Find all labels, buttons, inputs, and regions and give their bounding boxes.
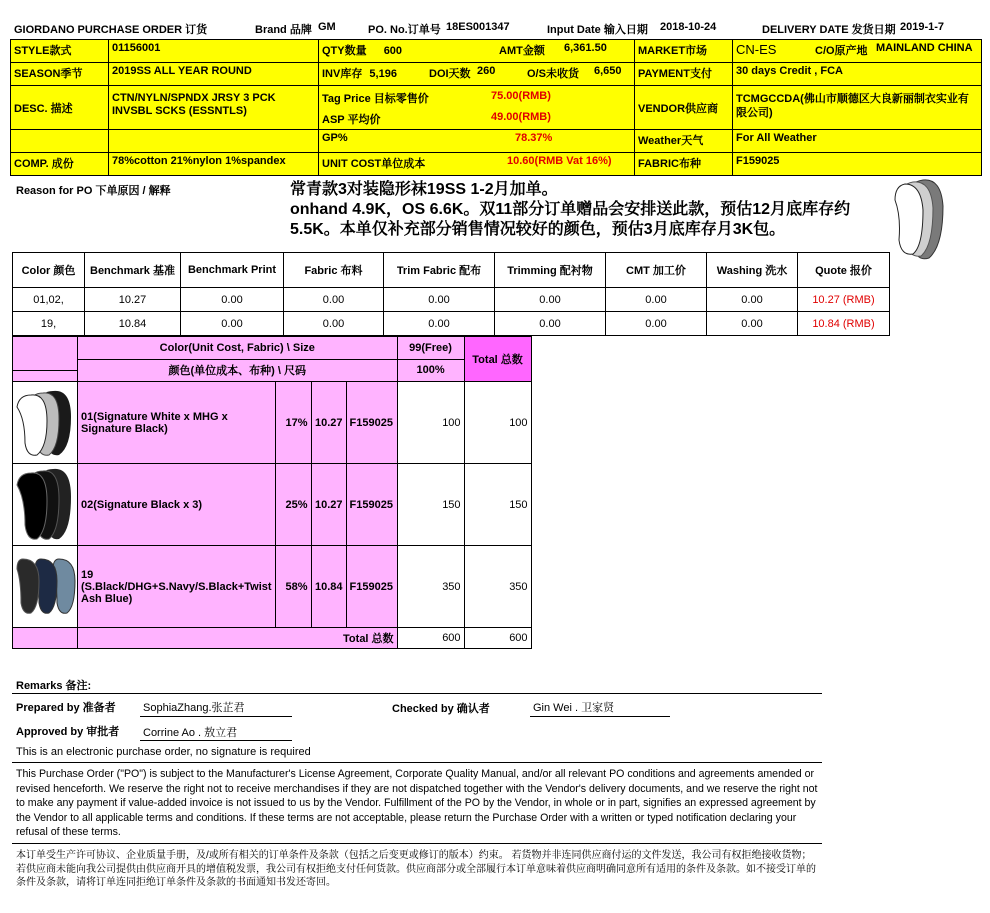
size-qty: 100 xyxy=(397,382,464,464)
size-header-title: Color(Unit Cost, Fabric) \ Size xyxy=(78,337,398,360)
color-cost: 10.84 xyxy=(311,546,346,628)
checked-label: Checked by 确认者 xyxy=(392,703,490,715)
product-image-19 xyxy=(13,546,78,628)
color-pct: 58% xyxy=(275,546,311,628)
inv-value: 5,196 xyxy=(369,68,397,80)
cost-header: Color 颜色 xyxy=(13,253,85,288)
cost-cell: 19, xyxy=(13,312,85,336)
payment-value: 30 days Credit , FCA xyxy=(733,63,982,86)
divider xyxy=(12,762,822,763)
reason-text xyxy=(290,180,890,240)
checked-by: Gin Wei . 卫家贤 xyxy=(533,702,615,714)
brand-label: Brand 品牌 xyxy=(255,24,312,36)
cost-cell: 01,02, xyxy=(13,288,85,312)
color-cost: 10.27 xyxy=(311,464,346,546)
approved-by: Corrine Ao . 敖立君 xyxy=(143,727,238,739)
vendor-label: VENDOR供应商 xyxy=(635,86,733,130)
cost-cell: 10.84 xyxy=(85,312,181,336)
signature-line xyxy=(530,716,670,717)
asp-value: 49.00(RMB) xyxy=(491,111,551,123)
reason-label: Reason for PO 下单原因 / 解释 xyxy=(16,185,171,197)
blank-label xyxy=(11,130,109,153)
input-date-value: 2018-10-24 xyxy=(660,21,717,33)
cost-cell: 0.00 xyxy=(707,312,798,336)
row-total: 350 xyxy=(464,546,531,628)
inv-cell xyxy=(319,63,635,86)
cost-cell: 0.00 xyxy=(707,288,798,312)
po-info-grid xyxy=(10,39,982,176)
amt-label: AMT金额 xyxy=(499,45,545,57)
season-value: 2019SS ALL YEAR ROUND xyxy=(109,63,319,86)
desc-label: DESC. 描述 xyxy=(11,86,109,130)
cost-header: Trim Fabric 配布 xyxy=(384,253,495,288)
inv-label: INV库存 xyxy=(322,68,363,80)
cost-cell: 0.00 xyxy=(606,312,707,336)
po-title: GIORDANO PURCHASE ORDER 订货 xyxy=(14,24,208,36)
size-qty: 150 xyxy=(397,464,464,546)
cost-cell: 0.00 xyxy=(384,288,495,312)
color-pct: 25% xyxy=(275,464,311,546)
origin-value: MAINLAND CHINA xyxy=(876,42,973,54)
asp-label: ASP 平均价 xyxy=(322,114,381,126)
quote-cell: 10.27 (RMB) xyxy=(798,288,890,312)
signature-line xyxy=(140,716,292,717)
cost-header: Benchmark 基准 xyxy=(85,253,181,288)
payment-label: PAYMENT支付 xyxy=(635,63,733,86)
tag-price-label: Tag Price 目标零售价 xyxy=(322,93,429,105)
reason-line-2: onhand 4.9K，OS 6.6K。双11部分订单赠品会安排送此款，预估12月底库存约5.5K。本单仅补充部分销售情况较好的颜色，预估3月底库存月3K包。 xyxy=(290,201,851,238)
sock-image-icon xyxy=(13,385,77,457)
product-image-01 xyxy=(13,382,78,464)
table-row xyxy=(13,312,890,336)
divider xyxy=(13,348,77,371)
style-label: STYLE款式 xyxy=(11,40,109,63)
remarks-label: Remarks 备注: xyxy=(16,680,92,692)
color-cost: 10.27 xyxy=(311,382,346,464)
divider xyxy=(12,843,822,844)
color-pct: 17% xyxy=(275,382,311,464)
cost-header: Washing 洗水 xyxy=(707,253,798,288)
prepared-label: Prepared by 准备者 xyxy=(16,702,116,714)
os-value: 6,650 xyxy=(594,65,622,77)
market-value: CN-ES xyxy=(736,42,777,57)
blank-value xyxy=(109,130,319,153)
color-fabric: F159025 xyxy=(346,464,397,546)
cost-cell: 0.00 xyxy=(495,312,606,336)
row-total: 150 xyxy=(464,464,531,546)
os-label: O/S未收货 xyxy=(527,68,579,80)
cost-header: Fabric 布料 xyxy=(284,253,384,288)
color-name: 01(Signature White x MHG x Signature Black) xyxy=(78,382,276,464)
gp-label: GP% xyxy=(322,132,348,144)
sock-image-icon xyxy=(13,555,77,615)
weather-value: For All Weather xyxy=(733,130,982,153)
gp-cell xyxy=(319,130,635,153)
quote-cell: 10.84 (RMB) xyxy=(798,312,890,336)
product-thumbnail xyxy=(893,176,945,262)
table-row xyxy=(13,288,890,312)
unit-cost-label: UNIT COST单位成本 xyxy=(322,158,426,170)
amt-value: 6,361.50 xyxy=(564,42,607,54)
size-table xyxy=(12,336,532,649)
tag-price-value: 75.00(RMB) xyxy=(491,90,551,102)
electronic-note: This is an electronic purchase order, no signature is required xyxy=(16,746,311,758)
vendor-value: TCMGCCDA(佛山市顺德区大良新丽制衣实业有限公司) xyxy=(733,86,982,130)
sock-image-icon xyxy=(13,465,77,541)
brand-value: GM xyxy=(318,21,336,33)
cost-table xyxy=(12,252,890,336)
terms-chinese: 本订单受生产许可协议、企业质量手册，及/或所有相关的订单条件及条款（包括之后变更或修订的版本）约束。 若货物并非连同供应商付运的文件发送，我公司有权拒绝接收货物；若供应商未能向我公司提供由供应商开具的增值税发票，我公司有权拒绝支付任何货款。供应商部分或全部履行本订单意味着供应商明确同意所有适用的条件及条款。如不接受订单的条件及条款，请将订单连同拒绝订单条件及条款的书面通知书发还寄回。 xyxy=(16,850,816,888)
footer-total-label: Total 总数 xyxy=(78,628,398,649)
qty-value: 600 xyxy=(383,45,403,57)
unit-cost-value: 10.60(RMB Vat 16%) xyxy=(507,155,612,167)
size-header-blank xyxy=(13,337,78,382)
origin-label: C/O原产地 xyxy=(815,45,868,57)
qty-label: QTY数量 xyxy=(322,45,367,57)
cost-cell: 0.00 xyxy=(495,288,606,312)
terms-english: This Purchase Order ("PO") is subject to the Manufacturer's License Agreement, Corporate Quality Manual, and/or all relevant PO conditions and agreements amended or revised henceforth. We reserve the right not to receive merchandises if they are not dispatched together with the Vendor's delivery documents, and we reserve the right not to make any payment if value-added invoice is not issued to us by the Vendor. Fulfillment of the PO by the Vendor, in whole or in part, signifies an expressed agreement by the Vendor to all applicable terms and conditions. If these terms are not acceptable, please return the Purchase Order with a written or typed notification declaring your refusal of these terms. xyxy=(16,768,818,838)
cost-cell: 0.00 xyxy=(181,312,284,336)
color-fabric: F159025 xyxy=(346,546,397,628)
footer-qty: 600 xyxy=(397,628,464,649)
prepared-by: SophiaZhang.张芷君 xyxy=(143,702,245,714)
weather-label: Weather天气 xyxy=(635,130,733,153)
reason-line-1: 常青款3对装隐形袜19SS 1-2月加单。 xyxy=(290,181,558,198)
product-image-02 xyxy=(13,464,78,546)
comp-label: COMP. 成份 xyxy=(11,153,109,176)
qty-amt-cell xyxy=(319,40,635,63)
season-label: SEASON季节 xyxy=(11,63,109,86)
cost-cell: 0.00 xyxy=(384,312,495,336)
size-footer-row xyxy=(13,628,532,649)
size-header-row xyxy=(13,337,532,360)
cost-header: Quote 报价 xyxy=(798,253,890,288)
cost-header: CMT 加工价 xyxy=(606,253,707,288)
color-fabric: F159025 xyxy=(346,382,397,464)
cost-cell: 0.00 xyxy=(284,288,384,312)
market-label: MARKET市场 xyxy=(635,40,733,63)
gp-value: 78.37% xyxy=(515,132,553,144)
delivery-date-value: 2019-1-7 xyxy=(900,21,945,33)
style-value: 01156001 xyxy=(109,40,319,63)
divider xyxy=(12,693,822,694)
size-header-row-2 xyxy=(13,359,532,382)
size-pct: 100% xyxy=(397,359,464,382)
doi-value: 260 xyxy=(477,65,496,77)
cost-header: Benchmark Print xyxy=(181,253,284,288)
size-total-header: Total 总数 xyxy=(464,337,531,382)
price-cell xyxy=(319,86,635,130)
input-date-label: Input Date 输入日期 xyxy=(547,24,648,36)
cost-header-row xyxy=(13,253,890,288)
po-number-label: PO. No.订单号 xyxy=(368,24,441,36)
cost-cell: 0.00 xyxy=(181,288,284,312)
unit-cost-cell xyxy=(319,153,635,176)
market-cell xyxy=(733,40,982,63)
delivery-date-label: DELIVERY DATE 发货日期 xyxy=(762,24,896,36)
desc-value: CTN/NYLN/SPNDX JRSY 3 PCK INVSBL SCKS (ESSNTLS) xyxy=(109,86,319,130)
signature-line xyxy=(140,740,292,741)
row-total: 100 xyxy=(464,382,531,464)
footer-blank xyxy=(13,628,78,649)
comp-value: 78%cotton 21%nylon 1%spandex xyxy=(109,153,319,176)
fabric-value: F159025 xyxy=(733,153,982,176)
cost-cell: 0.00 xyxy=(284,312,384,336)
table-row xyxy=(13,546,532,628)
table-row xyxy=(13,464,532,546)
cost-header: Trimming 配衬物 xyxy=(495,253,606,288)
approved-label: Approved by 审批者 xyxy=(16,726,120,738)
po-number-value: 18ES001347 xyxy=(446,21,510,33)
footer-total: 600 xyxy=(464,628,531,649)
size-qty: 350 xyxy=(397,546,464,628)
size-name: 99(Free) xyxy=(397,337,464,360)
color-name: 19 (S.Black/DHG+S.Navy/S.Black+Twist Ash Blue) xyxy=(78,546,276,628)
size-header-title-cn: 颜色(单位成本、布种) \ 尺码 xyxy=(78,359,398,382)
table-row xyxy=(13,382,532,464)
fabric-label: FABRIC布种 xyxy=(635,153,733,176)
color-name: 02(Signature Black x 3) xyxy=(78,464,276,546)
cost-cell: 0.00 xyxy=(606,288,707,312)
cost-cell: 10.27 xyxy=(85,288,181,312)
doi-label: DOI天数 xyxy=(429,68,471,80)
